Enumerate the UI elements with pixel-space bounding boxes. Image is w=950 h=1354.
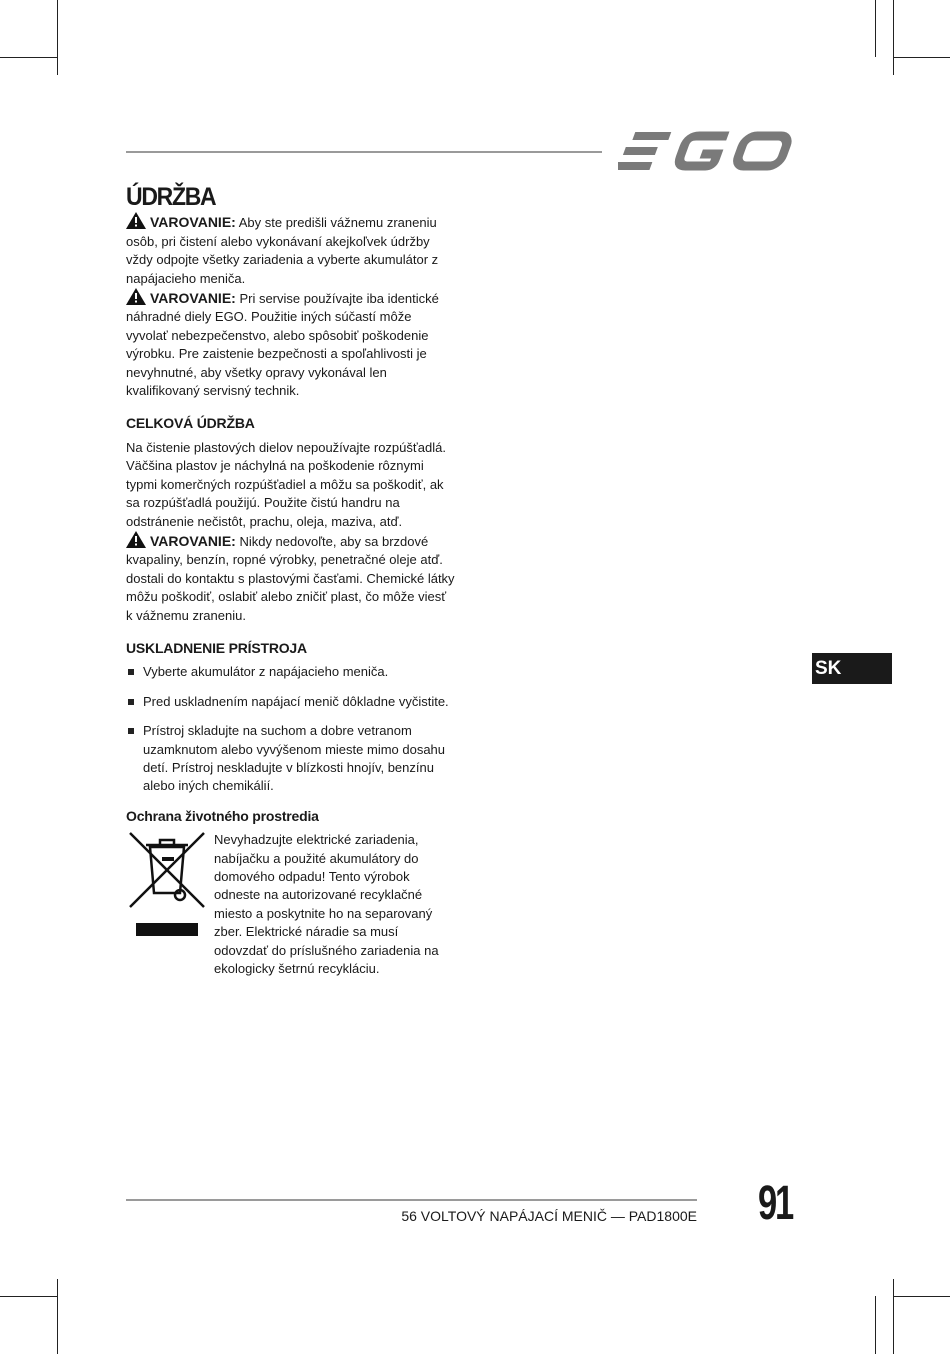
list-item: [126, 722, 456, 796]
storage-list: [126, 663, 456, 795]
ego-logo-icon: [618, 130, 800, 172]
square-bullet-icon: [128, 669, 134, 675]
header-rule: [126, 151, 602, 153]
warning-triangle-icon: [126, 212, 146, 229]
footer-text: 56 VOLTOVÝ NAPÁJACÍ MENIČ — PAD1800E: [401, 1208, 697, 1224]
crop-mark: [0, 1296, 57, 1297]
square-bullet-icon: [128, 699, 134, 705]
crop-mark: [893, 1296, 950, 1297]
crop-mark: [875, 0, 876, 57]
warning-text: Aby ste predišli vážnemu zraneniu osôb, pri čistení alebo vykonávaní akejkoľvek údržby vždy odpojte všetky zariadenia a vyberte akumulátor z napájacieho meniča.: [126, 215, 439, 286]
warning-3: [126, 531, 456, 625]
warning-text: Nikdy nedovoľte, aby sa brzdové kvapaliny, benzín, ropné výrobky, penetračné oleje atď. dostali do kontaktu s plastovými časťami. Chemické látky môžu poškodiť, oslabiť alebo zničiť plast, čo môže viesť k vážnemu zraneniu.: [126, 533, 455, 623]
warning-triangle-icon: [126, 531, 146, 548]
crop-mark: [893, 1279, 894, 1354]
warning-label: VAROVANIE:: [150, 214, 236, 231]
list-item: [126, 663, 456, 681]
paragraph: Nevyhadzujte elektrické zariadenia, nabíjačku a použité akumulátory do domového odpadu! Tento výrobok odneste na autorizované recyklačné miesto a poskytnite ho na separovaný zber. Elektrické náradie sa musí odovzdať do príslušného zariadenia na ekologicky šetrnú recykláciu.: [214, 832, 439, 977]
main-content: [126, 183, 456, 978]
square-bullet-icon: [128, 728, 134, 734]
paragraph: Na čistenie plastových dielov nepoužívajte rozpúšťadlá. Väčšina plastov je náchylná na poškodenie rôznymi typmi komerčných rozpúšťadiel a môžu sa poškodiť, ak sa rozpúšťadlá použijú. Použite čistú handru na odstránenie nečistôt, prachu, oleja, maziva, atď.: [126, 439, 446, 529]
section-heading: Ochrana životného prostredia: [126, 807, 319, 824]
section-heading: USKLADNENIE PRÍSTROJA: [126, 639, 307, 656]
page-number: 91: [758, 1177, 793, 1230]
environment-section: [126, 807, 456, 979]
crop-mark: [57, 1279, 58, 1354]
warning-triangle-icon: [126, 288, 146, 305]
crop-mark: [893, 0, 894, 75]
language-tab: SK: [812, 653, 892, 684]
list-item: [126, 693, 456, 711]
crop-mark: [57, 0, 58, 75]
page-title: ÚDRŽBA: [126, 183, 216, 211]
general-maintenance-section: [126, 414, 456, 624]
section-heading: CELKOVÁ ÚDRŽBA: [126, 415, 255, 432]
list-item-text: Vyberte akumulátor z napájacieho meniča.: [143, 664, 389, 680]
list-item-text: Prístroj skladujte na suchom a dobre vetranom uzamknutom alebo vyvýšenom mieste mimo dosahu detí. Prístroj neskladujte v blízkosti hnojív, benzínu alebo iných chemikálií.: [143, 723, 446, 794]
footer-rule: [126, 1199, 697, 1201]
warning-label: VAROVANIE:: [150, 290, 236, 307]
warning-text: Pri servise používajte iba identické náhradné diely EGO. Použitie iných súčastí môže vyvolať nebezpečenstvo, alebo spôsobiť poškodenie výrobku. Pre zaistenie bezpečnosti a spoľahlivosti je nevyhnutné, aby všetky opravy vykonával len kvalifikovaný servisný technik.: [126, 291, 439, 399]
crop-mark: [893, 57, 950, 58]
warning-2: [126, 288, 456, 400]
crop-mark: [875, 1296, 876, 1354]
warning-label: VAROVANIE:: [150, 532, 236, 549]
crossed-bin-weee-icon: [126, 831, 214, 941]
list-item-text: Pred uskladnením napájací menič dôkladne vyčistite.: [143, 693, 449, 709]
storage-section: [126, 639, 456, 796]
warning-1: [126, 212, 456, 288]
crop-mark: [0, 57, 57, 58]
